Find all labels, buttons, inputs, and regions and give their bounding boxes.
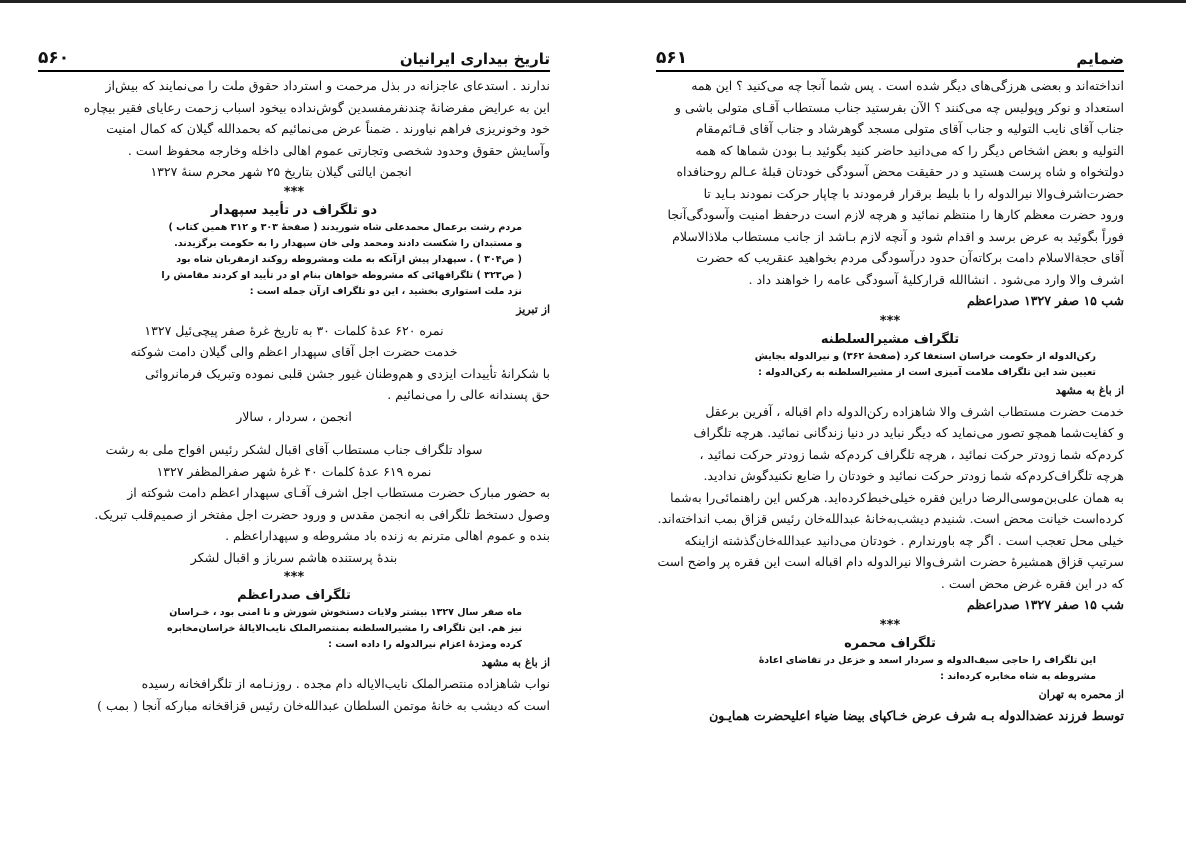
note-line: مردم رشت برعمال محمدعلی شاه شوریدند ( صفحهٔ ۳۰۳ و ۳۱۲ همین کتاب ) [168, 221, 522, 233]
note-line: و مستبدان را شکست دادند ومحمد ولی خان سپهدار را به حکومت برگزیدند. [174, 237, 522, 249]
note-line: ماه صفر سال ۱۳۲۷ بیشتر ولایات دستخوش شورش و نا امنی بود ، خـراسان [169, 607, 522, 618]
signature: شب ۱۵ صفر ۱۳۲۷ صدراعظم [966, 597, 1124, 612]
text-line: اشرف والا وارد می‌شود . انشاالله قرارکلیهٔ آسودگی عامه را خواهند داد . [748, 271, 1124, 287]
text-line: انداخته‌اند و بعضی هرزگی‌های دیگر شده است . پس شما آنجا چه می‌کنید ؟ این همه [691, 78, 1124, 93]
note-line: ( ص۳۰۴ ) . سپهدار پیش ازآنکه به ملت ومشروطه روکند ازمقربان شاه بود [176, 253, 522, 265]
text-line: التولیه و بعض اشخاص دیگر را که می‌دانید حاضر کنید بگوئید بـا بودن شماها که همه [695, 142, 1124, 158]
separator-stars: *** [879, 617, 901, 633]
text-line: دولتخواه و شاه پرست هستید و در حقیقت محض آسودگی خودتان قبلهٔ عـالم روحنافداه [676, 164, 1124, 179]
telegram-signature: بندهٔ پرستنده هاشم سرباز و اقبال لشکر [190, 549, 398, 565]
right-page-header [656, 44, 1124, 72]
text-line: با شکرانهٔ تأییدات ایزدی و هم‌وطنان غیور جشن قلبی نموده وتبریک فرمانروائی [145, 365, 550, 381]
separator-stars: *** [283, 184, 305, 200]
page-number: ۵۶۰ [38, 48, 70, 68]
text-line: این به عرایض مفرضانهٔ چندنفرمفسدین گوش‌نداده بیخود اسباب زحمت رعایای فقیر بیچاره [83, 99, 550, 115]
note-line: نیز هم. این تلگراف را مشیرالسلطنه بمنتصرالملک نایب‌الایالهٔ خراسان‌مخابره [166, 623, 522, 634]
text-line: ورود حضرت معظم کارها را منتظم نمائید و هرچه لازم است درحفظ امنیت وآسودگی‌آنجا [667, 207, 1124, 222]
telegram-origin: از باغ به مشهد [481, 656, 550, 669]
text-line: ندارند . استدعای عاجزانه در بذل مرحمت و استرداد حقوق ملت را می‌نمایند که بیش‌از [105, 78, 550, 93]
text-line: خود وخونریزی فراهم نیاورند . ضمناً عرض می‌نمائیم که بحمدالله گیلان که کمال امنیت [106, 121, 550, 136]
section-title: دو تلگراف در تأیید سپهدار [211, 202, 377, 218]
text-line: بنده و عموم اهالی مترنم به زنده باد مشروطه و سپهداراعظم . [225, 528, 550, 543]
running-title: ضمایم [1076, 50, 1124, 68]
right-page-body [656, 75, 1124, 726]
text-line: خیلی محل تعجب است . اگر چه باورندارم . خودتان می‌دانید عبدالله‌خان‌گذشته ازاینکه [684, 532, 1124, 548]
text-line: وآسایش حقوق وحدود شخصی وتجارتی عموم اهالی داخله وخارجه محفوظ است . [127, 142, 550, 158]
text-line: و کفایت‌شما همچو تصور می‌نماید که دیگر نباید در دنیا زندگانی نمائید. هرچه تلگراف [693, 425, 1124, 440]
running-title: تاریخ بیداری ایرانیان [399, 50, 550, 68]
text-line: فوراً بگوئید به عرض برسد و اقدام شود و آنچه لازم بـاشد از جانب مستطاب ملاذالاسلام [672, 228, 1124, 244]
text-line: که در این فقره غرض محض است . [940, 575, 1124, 591]
separator-stars: *** [283, 570, 305, 585]
text-line: توسط فرزند عضدالدوله بـه شرف عرض خـاکپای بیضا ضیاء اعلیحضرت همایـون [709, 707, 1124, 723]
note-line: رکن‌الدوله از حکومت خراسان استعفا کرد (صفحهٔ ۳۶۲) و نیرالدوله بجایش [754, 350, 1096, 362]
text-line: سرتیپ قزاق همشیرهٔ حضرت اشرف‌والا نیرالدوله دام اقباله است این فقره پر واضح است [657, 554, 1124, 569]
signature: شب ۱۵ صفر ۱۳۲۷ صدراعظم [966, 293, 1124, 308]
text-line: کردم‌که شما زودتر حرکت نمائید ، هرچه تلگراف کردم‌که شما زودتر حرکت نمائید ، [699, 446, 1124, 462]
text-line: استعداد و نوکر وپولیس چه می‌کنند ؟ الآن بفرستید جناب مستطاب آقـای متولی باشی و [674, 99, 1124, 115]
text-line: آقای حجة‌الاسلام دامت برکاته‌آن حدود درآسودگی مردم بخواهید عنقریب که حضرت [696, 250, 1124, 265]
text-line: هرچه تلگراف‌کردم‌که شما زودتر حرکت نمائید و خودتان را ضایع نکنید‌گوش ندادید. [703, 468, 1124, 483]
telegram-number: نمره ۶۱۹ عدهٔ کلمات ۴۰ غرهٔ شهر صفرالمظفر ۱۳۲۷ [156, 463, 432, 479]
text-line: نواب شاهزاده منتصرالملک نایب‌الایاله دام مجده . روزنـامه از تلگرافخانه رسیده [141, 676, 550, 691]
left-page-body [38, 75, 550, 716]
left-page-header [38, 44, 550, 72]
right-page [656, 44, 1124, 726]
note-line: تعیین شد این تلگراف ملامت آمیزی است از مشیرالسلطنه به رکن‌الدوله : [758, 366, 1096, 378]
text-line: کرده‌است خیانت محض است. شنیدم دیشب‌به‌خانهٔ عبدالله‌خان رئیس قزاق بمب انداخته‌اند. [657, 511, 1124, 526]
text-line: حق پسندانه عالی را می‌نمائیم . [387, 387, 550, 402]
telegram-number: نمره ۶۲۰ عدهٔ کلمات ۳۰ به تاریخ غرهٔ صفر پیچی‌ئیل ۱۳۲۷ [144, 322, 444, 338]
telegram-origin: از محمره به تهران [1038, 687, 1124, 701]
text-line: به حضور مبارک حضرت مستطاب اجل اشرف آقـای سپهدار اعظم دامت شوکته از [127, 485, 550, 500]
text-line: وصول دستخط تلگرافی به انجمن مقدس و ورود حضرت اجل مفتخر از صمیم‌قلب تبریک. [94, 506, 550, 522]
note-line: نزد ملت استواری بخشید ، این دو تلگراف ازآن جمله است : [249, 285, 522, 297]
telegram-origin: از باغ به مشهد [1055, 383, 1124, 397]
telegram-heading: سواد تلگراف جناب مستطاب آقای اقبال لشکر رئیس افواج ملی به رشت [105, 442, 483, 457]
text-line: جناب آقای نایب التولیه و جناب آقای متولی مسجد گوهرشاد و جناب آقای قـائم‌مقام [695, 121, 1124, 136]
section-title: تلگراف صدراعظم [237, 588, 351, 603]
section-title: تلگراف مشیرالسلطنه [820, 331, 960, 347]
signature: انجمن ایالتی گیلان بتاریخ ۲۵ شهر محرم سنهٔ ۱۳۲۷ [150, 164, 412, 179]
telegram-origin: از تبریز [516, 302, 550, 316]
note-line: کرده ومژدهٔ اعزام نیرالدوله را داده است : [328, 639, 522, 650]
left-page [38, 44, 550, 716]
text-line: به همان علی‌بن‌موسی‌الرضا دراین فقره خیلی‌خبط‌کرده‌اید. هرکس این راهنمائی‌را به‌شما [670, 489, 1124, 505]
text-line: خدمت حضرت مستطاب اشرف والا شاهزاده رکن‌الدوله دام اقباله ، آفرین برعقل [705, 403, 1124, 419]
note-line: ( ص۳۲۳ ) تلگرافهائی که مشروطه خواهان بنام او در تأیید او کردند مقامش را [161, 269, 522, 281]
page-number: ۵۶۱ [656, 48, 688, 68]
telegram-signature: انجمن ، سردار ، سالار [236, 408, 352, 424]
text-line: است که دیشب به خانهٔ موتمن السلطان عبدالله‌خان رئیس قزاقخانه مبارکه آنجا ( بمب ) [97, 697, 550, 713]
separator-stars: *** [879, 313, 901, 329]
top-border [0, 0, 1186, 3]
text-line: حضرت‌اشرف‌والا نیرالدوله را با بلیط برقرار فرمودند با چاپار حرکت نمودند بـاید تا [703, 185, 1124, 201]
section-title: تلگراف محمره [844, 635, 936, 651]
note-line: این تلگراف را حاجی سیف‌الدوله و سردار اسعد و خزعل در تقاضای اعادهٔ [758, 654, 1096, 666]
telegram-address: خدمت حضرت اجل آقای سپهدار اعظم والی گیلان دامت شوکته [130, 344, 458, 359]
note-line: مشروطه به شاه مخابره کرده‌اند : [940, 670, 1096, 682]
